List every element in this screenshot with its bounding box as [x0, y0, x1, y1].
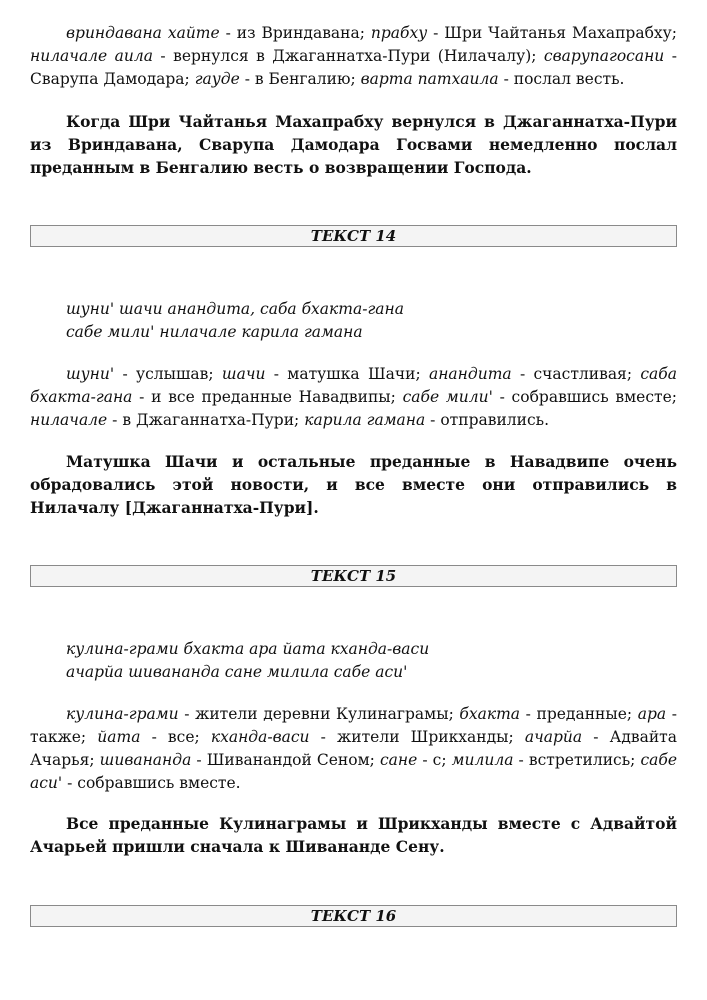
verse-line: шуни' шачи анандита, саба бхакта-гана [66, 300, 404, 318]
translation-14 [30, 450, 677, 519]
term-definition: - жители деревни Кулинаграмы; [178, 705, 460, 723]
term-definition: - услышав; [114, 365, 222, 383]
term-definition: - также; [30, 705, 677, 746]
term-definition: - встретились; [513, 751, 641, 769]
term-definition: - в Бенгалию; [239, 70, 361, 88]
sanskrit-term: сварупагосани [543, 47, 665, 65]
translation-15 [30, 812, 677, 858]
translation-13 [30, 110, 677, 179]
sanskrit-term: сабе мили' [402, 388, 493, 406]
sanskrit-term: бхакта [459, 705, 521, 723]
synonyms-13 [30, 22, 677, 91]
synonyms-paragraph [30, 363, 677, 432]
term-definition: - вернулся в Джаганнатха-Пури (Нилачалу); [153, 47, 544, 65]
sanskrit-term: варта патхаила [360, 70, 499, 88]
sanskrit-term: шуни' [66, 365, 115, 383]
term-definition: - в Джаганнатха-Пури; [107, 411, 305, 429]
translation-paragraph: Все преданные Кулинаграмы и Шрикханды вместе с Адвайтой Ачарьей пришли сначала к Шивананде Сену. [30, 814, 677, 856]
term-definition: - жители Шрикханды; [309, 728, 525, 746]
sanskrit-term: карила гамана [304, 411, 426, 429]
term-definition: - Шри Чайтанья Махапрабху; [427, 24, 677, 42]
sanskrit-term: ачарйа [524, 728, 583, 746]
text-15-header: ТЕКСТ 15 [30, 565, 677, 587]
verse-line: сабе мили' нилачале карила гамана [66, 323, 363, 341]
term-definition: - матушка Шачи; [265, 365, 429, 383]
text-14-header: ТЕКСТ 14 [30, 225, 677, 247]
sanskrit-term: милила [451, 751, 514, 769]
sanskrit-term: гауде [194, 70, 240, 88]
sanskrit-term: шивананда [99, 751, 192, 769]
verse-line: ачарйа шивананда сане милила сабе аси' [66, 663, 408, 681]
synonyms-14 [30, 363, 677, 432]
verse-14 [30, 298, 677, 344]
sanskrit-term: кулина-грами [66, 705, 179, 723]
synonyms-15 [30, 703, 677, 795]
term-definition: - все; [140, 728, 211, 746]
synonyms-paragraph [30, 22, 677, 91]
sanskrit-term: прабху [370, 24, 428, 42]
term-definition: - Шиванандой Сеном; [191, 751, 380, 769]
verse-line: кулина-грами бхакта ара йата кханда-васи [66, 640, 430, 658]
term-definition: - собравшись вместе. [62, 774, 241, 792]
term-definition: - преданные; [520, 705, 638, 723]
sanskrit-term: сане [379, 751, 418, 769]
term-definition: - послал весть. [498, 70, 625, 88]
sanskrit-term: шачи [221, 365, 266, 383]
term-definition: - Сварупа Дамодара; [30, 47, 677, 88]
translation-paragraph: Матушка Шачи и остальные преданные в Навадвипе очень обрадовались этой новости, и все вместе они отправились в Нилачалу [Джаганнатха-Пури]. [30, 452, 677, 517]
sanskrit-term: саба бхакта-гана [30, 365, 677, 406]
sanskrit-term: йата [97, 728, 141, 746]
term-definition: - с; [417, 751, 452, 769]
text-16-header: ТЕКСТ 16 [30, 905, 677, 927]
sanskrit-term: анандита [428, 365, 512, 383]
sanskrit-term: ара [637, 705, 667, 723]
sanskrit-term: нилачале аила [30, 47, 153, 65]
term-definition: - отправились. [425, 411, 550, 429]
term-definition: - счастливая; [511, 365, 641, 383]
sanskrit-term: сабе аси' [30, 751, 678, 792]
synonyms-paragraph [30, 703, 677, 795]
translation-paragraph: Когда Шри Чайтанья Махапрабху вернулся в Джаганнатха-Пури из Вриндавана, Сварупа Дамодара Госвами немедленно послал преданным в Бенгалию весть о возвращении Господа. [30, 112, 677, 177]
term-definition: - и все преданные Навадвипы; [132, 388, 403, 406]
term-definition: - собравшись вместе; [492, 388, 677, 406]
term-definition: - из Вриндавана; [219, 24, 371, 42]
sanskrit-term: нилачале [30, 411, 108, 429]
sanskrit-term: вриндавана хайте [66, 24, 220, 42]
verse-15 [30, 638, 677, 684]
term-definition: - Адвайта Ачарья; [30, 728, 677, 769]
sanskrit-term: кханда-васи [210, 728, 310, 746]
